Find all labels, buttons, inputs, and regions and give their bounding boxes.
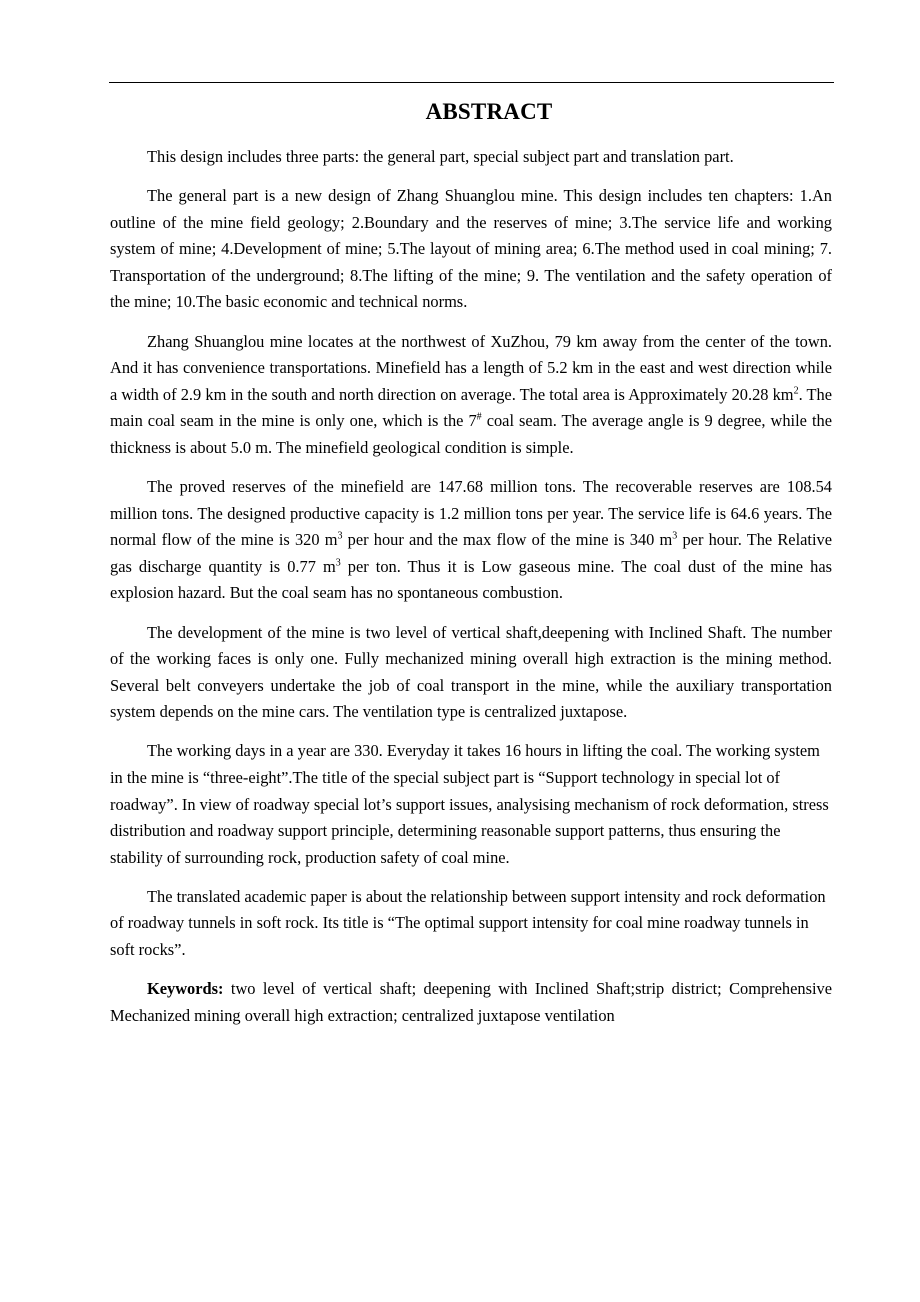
text-run: per ton. Thus it is Low gaseous mine. The coal dust of the mine has explosion hazard. But the coal seam has no spontaneous combustion. (110, 556, 832, 603)
text-run: per hour and the max flow of the mine is 340 m (342, 530, 673, 550)
keywords-label: Keywords: (147, 979, 224, 999)
header-rule (109, 82, 834, 83)
paragraph-general-part: The general part is a new design of Zhang Shuanglou mine. This design includes ten chapters: 1.An outline of the mine field geology; 2.Boundary and the reserves of mine; 3.The service life and working system of mine; 4.Development of mine; 5.The layout of mining area; 6.The method used in coal mining; 7. Transportation of the underground; 8.The lifting of the mine; 9. The ventilation and the safety operation of the mine; 10.The basic economic and technical norms. (110, 186, 832, 312)
keywords-text: two level of vertical shaft; deepening with Inclined Shaft;strip district; Comprehensive Mechanized mining overall high extraction; centralized juxtapose ventilation (110, 979, 832, 1025)
superscript: 2 (793, 385, 799, 397)
page-title: ABSTRACT (425, 99, 553, 124)
paragraph-reserves (110, 474, 832, 607)
keywords-paragraph (110, 976, 832, 1029)
text-run: per hour. The Relative gas discharge quantity is 0.77 m (110, 530, 832, 576)
superscript: # (476, 411, 482, 423)
paragraph-working-system: The working days in a year are 330. Everyday it takes 16 hours in lifting the coal. The working system in the mine is “three-eight”.The title of the special subject part is “Support technology in special lot of roadway”. In view of roadway special lot’s support issues, analysising mechanism of rock deformation, stress distribution and roadway support principle, determining reasonable support patterns, thus ensuring the stability of surrounding rock, production safety of coal mine. (110, 741, 829, 867)
text-run: Zhang Shuanglou mine locates at the northwest of XuZhou, 79 km away from the center of the town. And it has convenience transportations. Minefield has a length of 5.2 km in the east and west direction while a width of 2.9 km in the south and north direction on average. The total area is Approximately 20.28 km (110, 331, 832, 404)
paragraph-overview: This design includes three parts: the general part, special subject part and translation part. (147, 147, 734, 166)
text-run: coal seam. The average angle is 9 degree, while the thickness is about 5.0 m. The minefield geological condition is simple. (110, 411, 832, 457)
paragraph-translation: The translated academic paper is about the relationship between support intensity and rock deformation of roadway tunnels in soft rock. Its title is “The optimal support intensity for coal mine roadway tunnels in soft rocks”. (110, 886, 826, 960)
abstract-body (110, 144, 832, 1042)
text-run: The proved reserves of the minefield are 147.68 million tons. The recoverable reserves are 108.54 million tons. The designed productive capacity is 1.2 million tons per year. The service life is 64.6 years. The normal flow of the mine is 320 m (110, 477, 832, 550)
superscript: 3 (335, 557, 341, 569)
superscript: 3 (337, 530, 343, 542)
paragraph-development: The development of the mine is two level of vertical shaft,deepening with Inclined Shaft. The number of the working faces is only one. Fully mechanized mining overall high extraction is the mining method. Several belt conveyers undertake the job of coal transport in the mine, while the auxiliary transportation system depends on the mine cars. The ventilation type is centralized juxtapose. (110, 622, 832, 722)
paragraph-mine-location (110, 329, 832, 462)
text-run: . The main coal seam in the mine is only one, which is the 7 (110, 384, 833, 431)
superscript: 3 (672, 530, 678, 542)
